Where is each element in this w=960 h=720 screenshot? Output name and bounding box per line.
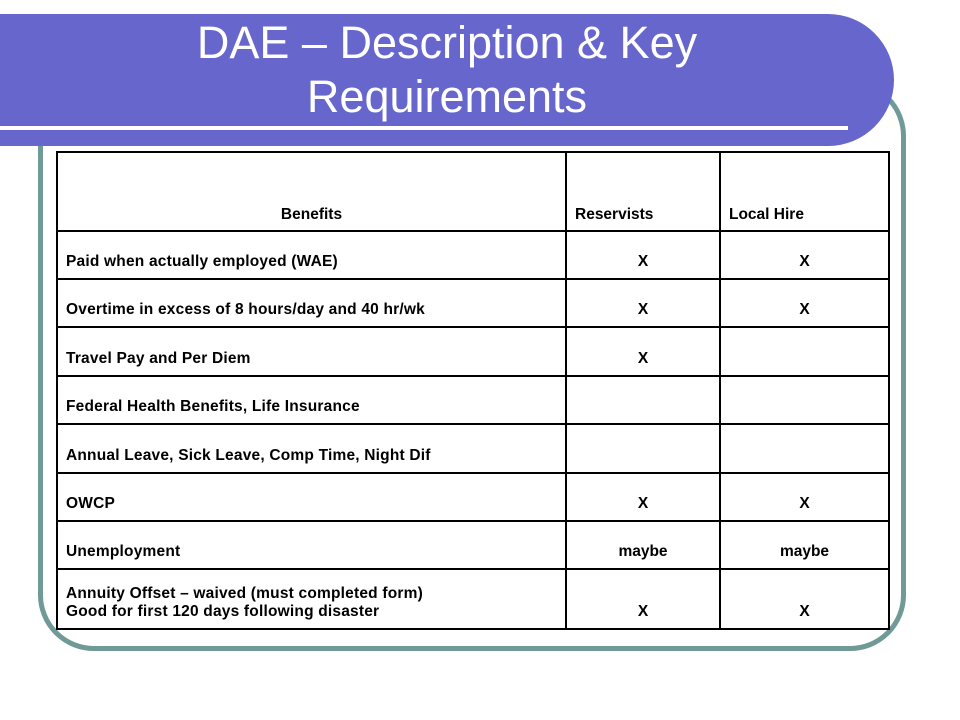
reservists-cell: X xyxy=(566,473,720,521)
local-hire-cell xyxy=(720,376,889,424)
reservists-cell: maybe xyxy=(566,521,720,569)
benefits-table xyxy=(56,151,890,630)
reservists-cell xyxy=(566,376,720,424)
local-hire-cell: X xyxy=(720,473,889,521)
benefit-cell: OWCP xyxy=(57,473,566,521)
local-hire-cell: maybe xyxy=(720,521,889,569)
reservists-cell: X xyxy=(566,279,720,327)
slide-title-line-1: DAE – Description & Key xyxy=(196,17,698,68)
benefit-cell: Annual Leave, Sick Leave, Comp Time, Night Dif xyxy=(57,424,566,472)
table-row xyxy=(57,473,889,521)
table-row xyxy=(57,521,889,569)
reservists-cell: X xyxy=(566,327,720,375)
local-hire-cell: X xyxy=(720,569,889,629)
table-row xyxy=(57,279,889,327)
table-row xyxy=(57,327,889,375)
table-row xyxy=(57,424,889,472)
benefit-cell: Paid when actually employed (WAE) xyxy=(57,231,566,279)
benefit-cell: Travel Pay and Per Diem xyxy=(57,327,566,375)
benefit-cell-line-2: Good for first 120 days following disaster xyxy=(66,603,380,620)
table-row xyxy=(57,231,889,279)
table-row xyxy=(57,376,889,424)
slide-title xyxy=(0,16,894,128)
benefit-cell: Unemployment xyxy=(57,521,566,569)
header-reservists: Reservists xyxy=(566,152,720,231)
benefit-cell: Overtime in excess of 8 hours/day and 40 hr/wk xyxy=(57,279,566,327)
reservists-cell xyxy=(566,424,720,472)
local-hire-cell: X xyxy=(720,231,889,279)
benefit-cell xyxy=(57,569,566,629)
local-hire-cell xyxy=(720,424,889,472)
local-hire-cell: X xyxy=(720,279,889,327)
header-benefits: Benefits xyxy=(57,152,566,231)
benefit-cell-line-1: Annuity Offset – waived (must completed form) xyxy=(66,585,423,602)
benefit-cell: Federal Health Benefits, Life Insurance xyxy=(57,376,566,424)
reservists-cell: X xyxy=(566,231,720,279)
slide-title-line-2: Requirements xyxy=(306,71,588,122)
reservists-cell: X xyxy=(566,569,720,629)
table-row xyxy=(57,569,889,629)
header-local-hire: Local Hire xyxy=(720,152,889,231)
table-header-row xyxy=(57,152,889,231)
local-hire-cell xyxy=(720,327,889,375)
